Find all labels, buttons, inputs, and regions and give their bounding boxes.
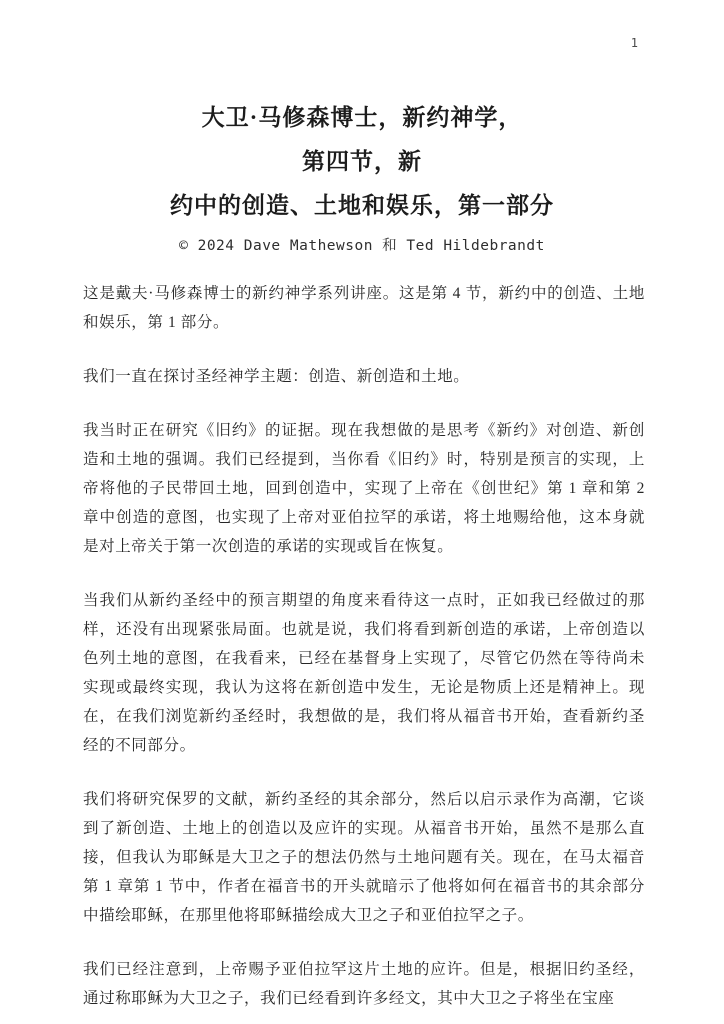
title-line-2: 第四节，新 bbox=[302, 149, 422, 174]
page-number: 1 bbox=[630, 36, 638, 50]
copyright-byline: © 2024 Dave Mathewson 和 Ted Hildebrandt bbox=[179, 238, 545, 254]
paragraph-4: 当我们从新约圣经中的预言期望的角度来看待这一点时，正如我已经做过的那样，还没有出现紧张局面。也就是说，我们将看到新创造的承诺，上帝创造以色列土地的意图，在我看来，已经在基督身上实现了，尽管它仍然在等待尚未实现或最终实现，我认为这将在新创造中发生，无论是物质上还是精神上。现在，在我们浏览新约圣经时，我想做的是，我们将从福音书开始，查看新约圣经的不同部分。 bbox=[83, 592, 645, 754]
title-line-1: 大卫·马修森博士，新约神学， bbox=[201, 105, 523, 130]
title-line-3: 约中的创造、土地和娱乐，第一部分 bbox=[170, 193, 554, 218]
paragraph-1: 这是戴夫·马修森博士的新约神学系列讲座。这是第 4 节，新约中的创造、土地和娱乐，第 1 部分。 bbox=[83, 285, 645, 331]
document-title bbox=[0, 0, 724, 228]
paragraph-2: 我们一直在探讨圣经神学主题：创造、新创造和土地。 bbox=[83, 368, 470, 385]
document-body bbox=[0, 255, 724, 1013]
paragraph-5: 我们将研究保罗的文献，新约圣经的其余部分，然后以启示录作为高潮，它谈到了新创造、土地上的创造以及应许的实现。从福音书开始，虽然不是那么直接，但我认为耶稣是大卫之子的想法仍然与土地问题有关。现在，在马太福音第 1 章第 1 节中，作者在福音书的开头就暗示了他将如何在福音书的其余部分中描绘耶稣，在那里他将耶稣描绘成大卫之子和亚伯拉罕之子。 bbox=[83, 791, 645, 924]
paragraph-3: 我当时正在研究《旧约》的证据。现在我想做的是思考《新约》对创造、新创造和土地的强调。我们已经提到，当你看《旧约》时，特别是预言的实现，上帝将他的子民带回土地，回到创造中，实现了上帝在《创世纪》第 1 章和第 2 章中创造的意图，也实现了上帝对亚伯拉罕的承诺，将土地赐给他，这本身就是对上帝关于第一次创造的承诺的实现或旨在恢复。 bbox=[83, 422, 645, 555]
paragraph-6: 我们已经注意到，上帝赐予亚伯拉罕这片土地的应许。但是，根据旧约圣经，通过称耶稣为大卫之子，我们已经看到许多经文，其中大卫之子将坐在宝座 bbox=[83, 961, 645, 1007]
